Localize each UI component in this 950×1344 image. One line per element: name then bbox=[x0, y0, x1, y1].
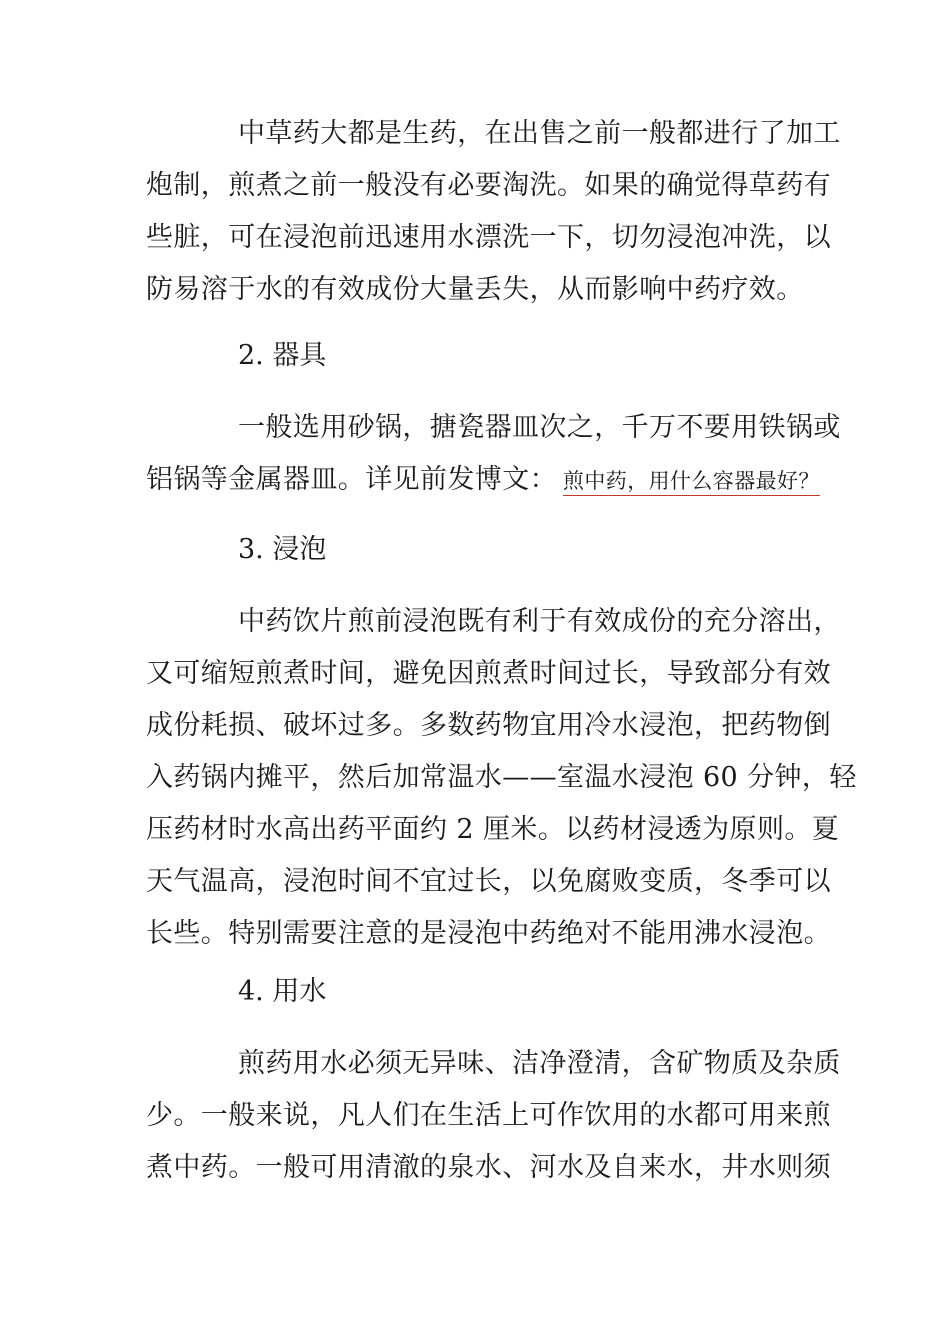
paragraph-line-with-link bbox=[146, 454, 820, 506]
paragraph-text: 铝锅等金属器皿。详见前发博文： bbox=[146, 464, 557, 495]
paragraph-line: 煎药用水必须无异味、洁净澄清，含矿物质及杂质 bbox=[238, 1048, 841, 1079]
paragraph-line: 压药材时水高出药平面约 2 厘米。以药材浸透为原则。夏 bbox=[146, 814, 840, 845]
paragraph-line: 煮中药。一般可用清澈的泉水、河水及自来水，井水则须 bbox=[146, 1152, 831, 1183]
section-heading-utensils: 2. 器具 bbox=[238, 340, 327, 371]
paragraph-line: 入药锅内摊平，然后加常温水——室温水浸泡 60 分钟，轻 bbox=[146, 762, 857, 793]
paragraph-line: 中草药大都是生药，在出售之前一般都进行了加工 bbox=[238, 118, 841, 149]
paragraph-line: 防易溶于水的有效成份大量丢失，从而影响中药疗效。 bbox=[146, 274, 804, 305]
paragraph-line: 天气温高，浸泡时间不宜过长，以免腐败变质，冬季可以 bbox=[146, 866, 831, 897]
paragraph-line: 一般选用砂锅，搪瓷器皿次之，千万不要用铁锅或 bbox=[238, 412, 841, 443]
paragraph-line: 些脏，可在浸泡前迅速用水漂洗一下，切勿浸泡冲洗，以 bbox=[146, 222, 831, 253]
blog-post-link[interactable]: 煎中药，用什么容器最好？ bbox=[563, 469, 820, 496]
paragraph-line: 炮制，煎煮之前一般没有必要淘洗。如果的确觉得草药有 bbox=[146, 170, 831, 201]
paragraph-line: 少。一般来说，凡人们在生活上可作饮用的水都可用来煎 bbox=[146, 1100, 831, 1131]
soaking-paragraph bbox=[146, 596, 857, 960]
utensils-paragraph bbox=[146, 402, 841, 506]
paragraph-line: 又可缩短煎煮时间，避免因煎煮时间过长，导致部分有效 bbox=[146, 658, 831, 689]
paragraph-line: 中药饮片煎前浸泡既有利于有效成份的充分溶出， bbox=[238, 606, 841, 637]
water-paragraph bbox=[146, 1038, 841, 1194]
section-heading-soaking: 3. 浸泡 bbox=[238, 534, 327, 565]
intro-paragraph bbox=[146, 108, 841, 316]
paragraph-line: 长些。特别需要注意的是浸泡中药绝对不能用沸水浸泡。 bbox=[146, 918, 831, 949]
section-heading-water: 4. 用水 bbox=[238, 976, 327, 1007]
paragraph-line: 成份耗损、破坏过多。多数药物宜用冷水浸泡，把药物倒 bbox=[146, 710, 831, 741]
